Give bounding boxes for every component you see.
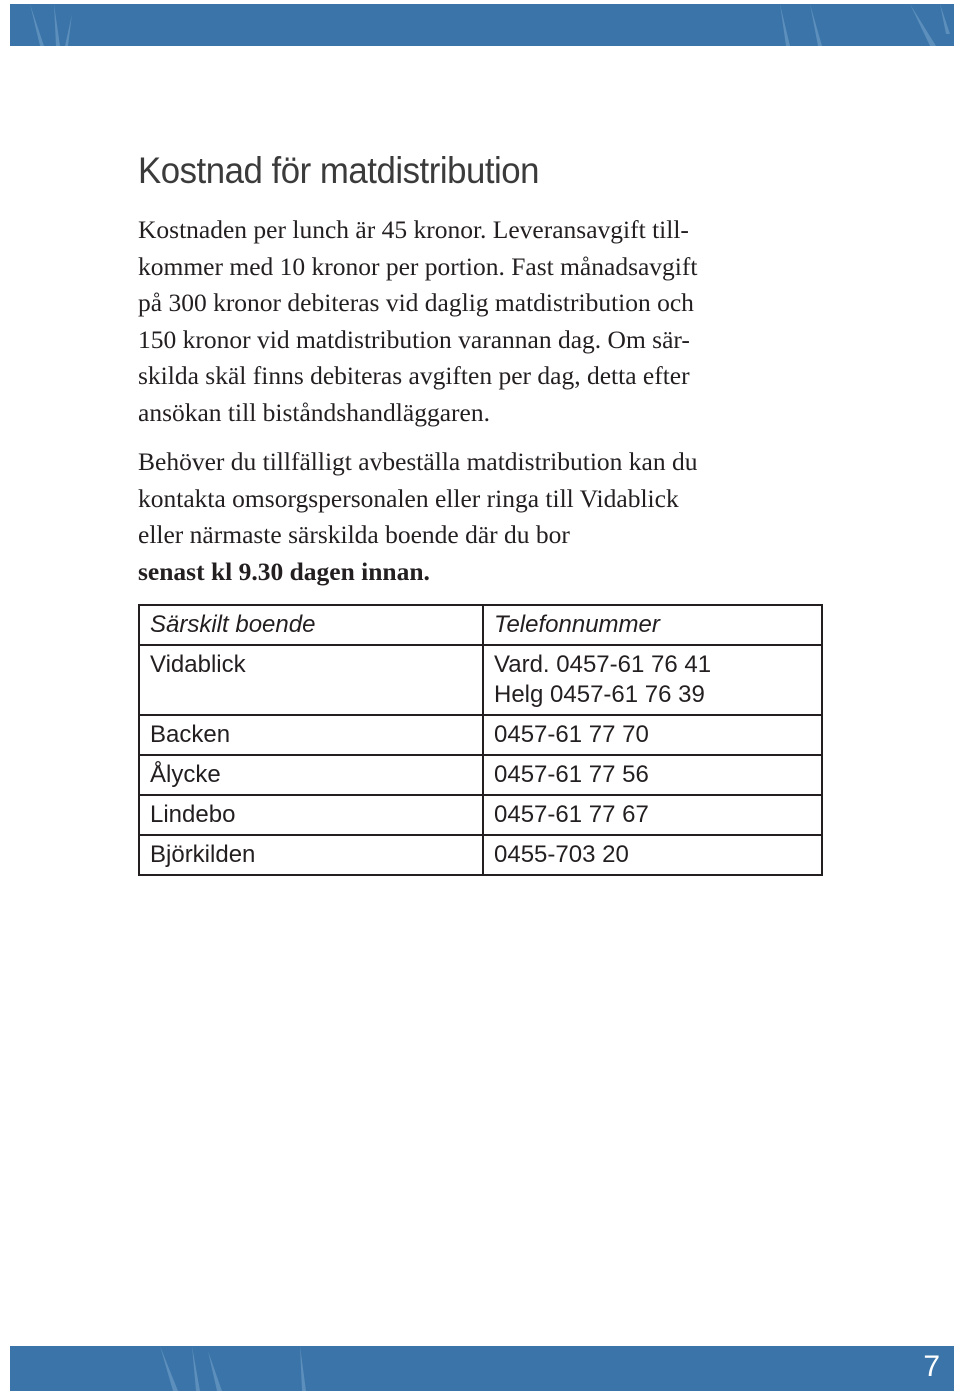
table-row [139, 755, 822, 795]
paragraph-line: på 300 kronor debiteras vid daglig matdistribution och [138, 288, 694, 318]
column-header-telefon: Telefonnummer [483, 605, 822, 645]
row-name: Vidablick [139, 645, 483, 715]
paragraph-line: kontakta omsorgspersonalen eller ringa till Vidablick [138, 483, 679, 513]
column-header-boende: Särskilt boende [139, 605, 483, 645]
cancellation-paragraph [138, 444, 828, 590]
header-band [10, 4, 954, 46]
paragraph-line: Kostnaden per lunch är 45 kronor. Leveransavgift till- [138, 215, 689, 244]
paragraph-line: Behöver du tillfälligt avbeställa matdistribution kan du [138, 447, 698, 476]
phone-line: Helg 0457-61 76 39 [494, 681, 705, 708]
phone-line: Vard. 0457-61 76 41 [494, 651, 712, 678]
cost-paragraph [138, 212, 828, 432]
paragraph-line: 150 kronor vid matdistribution varannan dag. Om sär- [138, 324, 690, 354]
table-row [139, 795, 822, 835]
deadline-line: senast kl 9.30 dagen innan. [138, 556, 430, 586]
paragraph-line: kommer med 10 kronor per portion. Fast månadsavgift [138, 251, 698, 281]
footer-band [10, 1346, 954, 1391]
page-number: 7 [923, 1350, 940, 1383]
row-name: Ålycke [139, 755, 483, 795]
grass-pattern-icon [10, 1346, 954, 1391]
row-name: Backen [139, 715, 483, 755]
grass-pattern-icon [10, 4, 954, 46]
table-row [139, 835, 822, 875]
row-phone [483, 645, 822, 715]
paragraph-line: ansökan till biståndshandläggaren. [138, 397, 490, 427]
paragraph-line: eller närmaste särskilda boende där du bor [138, 520, 570, 550]
row-phone: 0457-61 77 67 [483, 795, 822, 835]
row-phone: 0457-61 77 56 [483, 755, 822, 795]
page-title: Kostnad för matdistribution [138, 150, 540, 191]
row-name: Björkilden [139, 835, 483, 875]
contacts-table [138, 604, 823, 876]
row-name: Lindebo [139, 795, 483, 835]
row-phone: 0457-61 77 70 [483, 715, 822, 755]
paragraph-line: skilda skäl finns debiteras avgiften per dag, detta efter [138, 361, 690, 391]
table-row [139, 715, 822, 755]
table-row [139, 645, 822, 715]
row-phone: 0455-703 20 [483, 835, 822, 875]
table-header-row [139, 605, 822, 645]
